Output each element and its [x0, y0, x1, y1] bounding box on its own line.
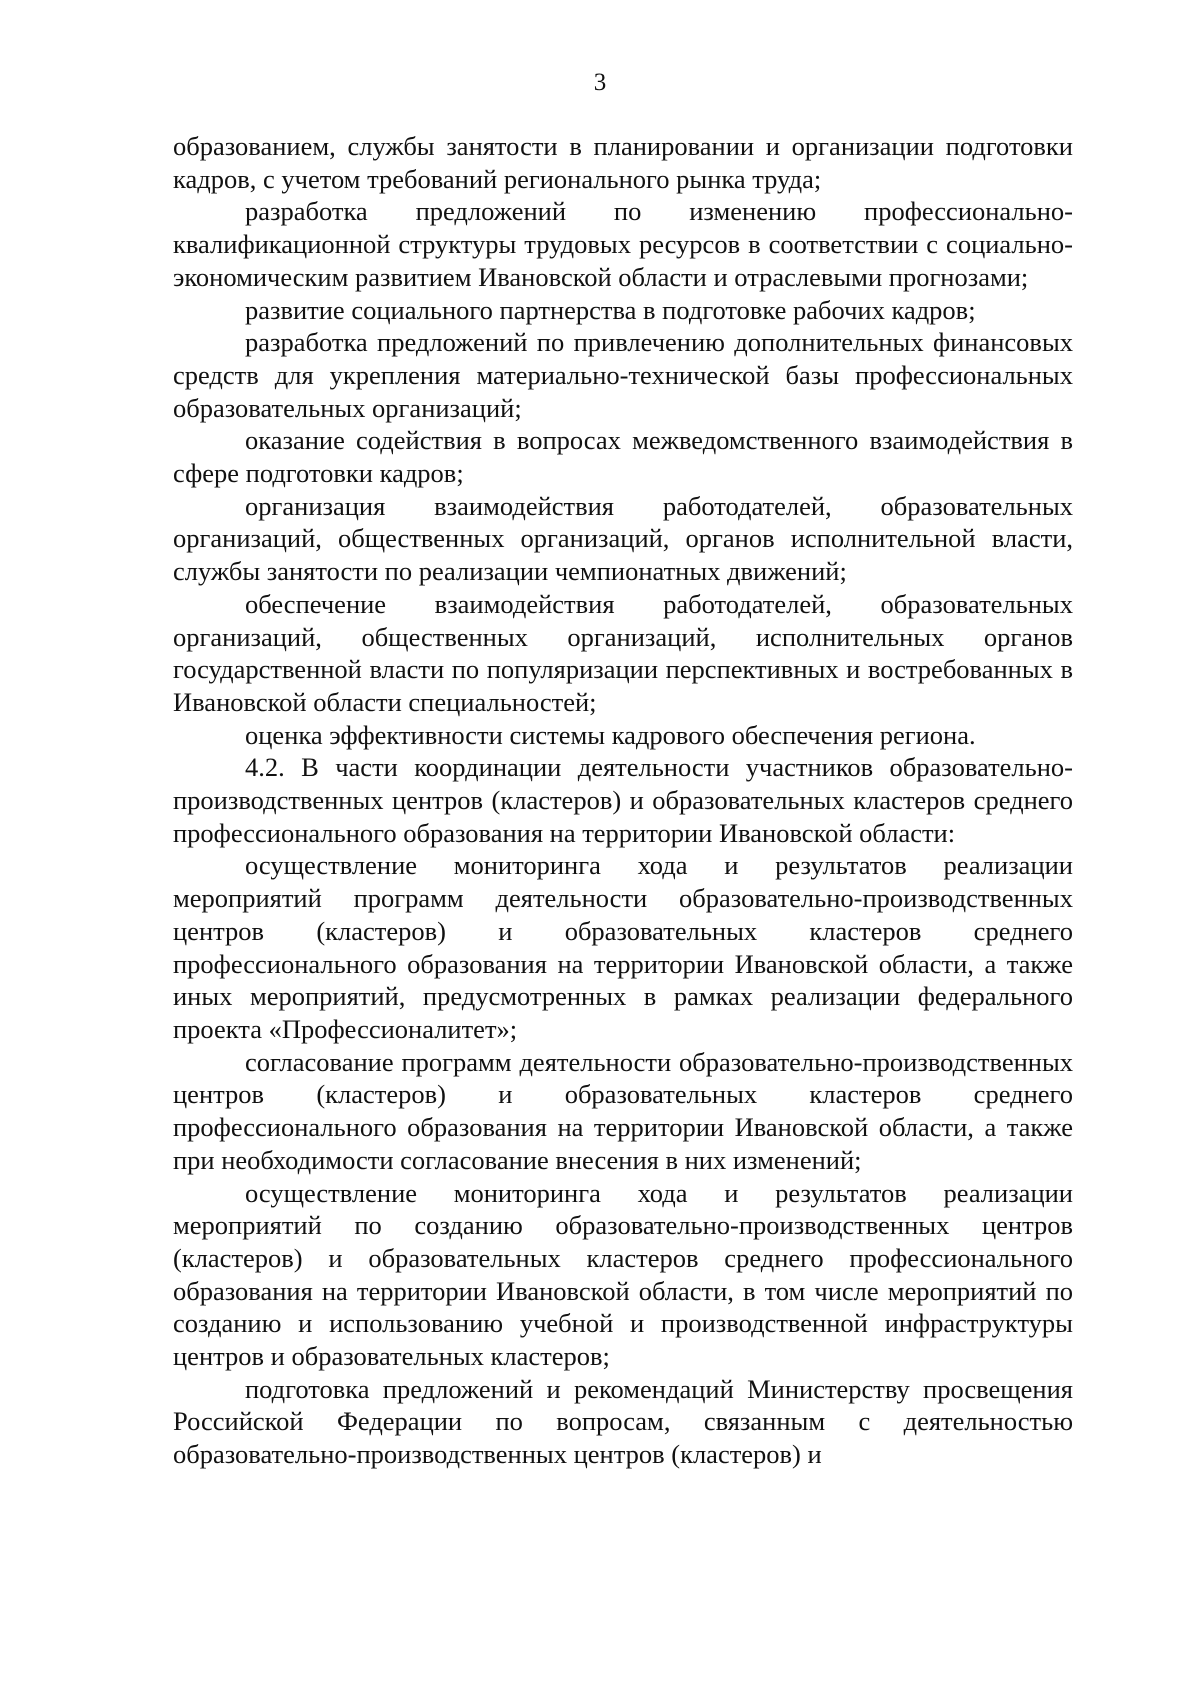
list-item-program-approval: согласование программ деятельности образовательно-производственных центров (кластеров) и образовательных кластеров среднего профессионального образования на территории Ивановской области, а также при необходимости согласование внесения в них изменений;: [173, 1046, 1073, 1175]
list-item-social-partnership: развитие социального партнерства в подготовке рабочих кадров;: [245, 294, 976, 325]
list-item-ministry-recommendations: подготовка предложений и рекомендаций Министерству просвещения Российской Федерации по вопросам, связанным с деятельностью образовательно-производственных центров (кластеров) и: [173, 1373, 1073, 1470]
list-item-popularization: обеспечение взаимодействия работодателей, образовательных организаций, общественных организаций, исполнительных органов государственной власти по популяризации перспективных и востребованных в Ивановской области специальностей;: [173, 588, 1073, 717]
list-item-interdepartmental-assistance: оказание содействия в вопросах межведомственного взаимодействия в сфере подготовки кадров;: [173, 425, 1073, 489]
list-item-championship-movements: организация взаимодействия работодателей, образовательных организаций, общественных организаций, органов исполнительной власти, службы занятости по реализации чемпионатных движений;: [173, 490, 1073, 587]
list-item-monitoring-creation: осуществление мониторинга хода и результатов реализации мероприятий по созданию образовательно-производственных центров (кластеров) и образовательных кластеров среднего профессионального образования на территории Ивановской области, в том числе мероприятий по созданию и использованию учебной и производственной инфраструктуры центров и образовательных кластеров;: [173, 1177, 1073, 1372]
list-item-additional-funding: разработка предложений по привлечению дополнительных финансовых средств для укрепления материально-технической базы профессиональных образовательных организаций;: [173, 327, 1073, 423]
list-item-proposals-qualification-structure: разработка предложений по изменению профессионально-квалификационной структуры трудовых ресурсов в соответствии с социально-экономическим развитием Ивановской области и отраслевыми прогнозами;: [173, 196, 1073, 292]
list-item-monitoring-programs: осуществление мониторинга хода и результатов реализации мероприятий программ деятельности образовательно-производственных центров (кластеров) и образовательных кластеров среднего профессионального образования на территории Ивановской области, а также иных мероприятий, предусмотренных в рамках реализации федерального проекта «Профессионалитет»;: [173, 850, 1073, 1044]
section-4-2-heading: 4.2. В части координации деятельности участников образовательно-производственных центров (кластеров) и образовательных кластеров среднего профессионального образования на территории Ивановской области:: [173, 752, 1073, 848]
document-body: [173, 130, 1073, 1471]
page-number: 3: [593, 69, 607, 96]
paragraph-continuation: образованием, службы занятости в планировании и организации подготовки кадров, с учетом требований регионального рынка труда;: [173, 131, 1073, 194]
list-item-efficiency-assessment: оценка эффективности системы кадрового обеспечения региона.: [245, 719, 976, 750]
